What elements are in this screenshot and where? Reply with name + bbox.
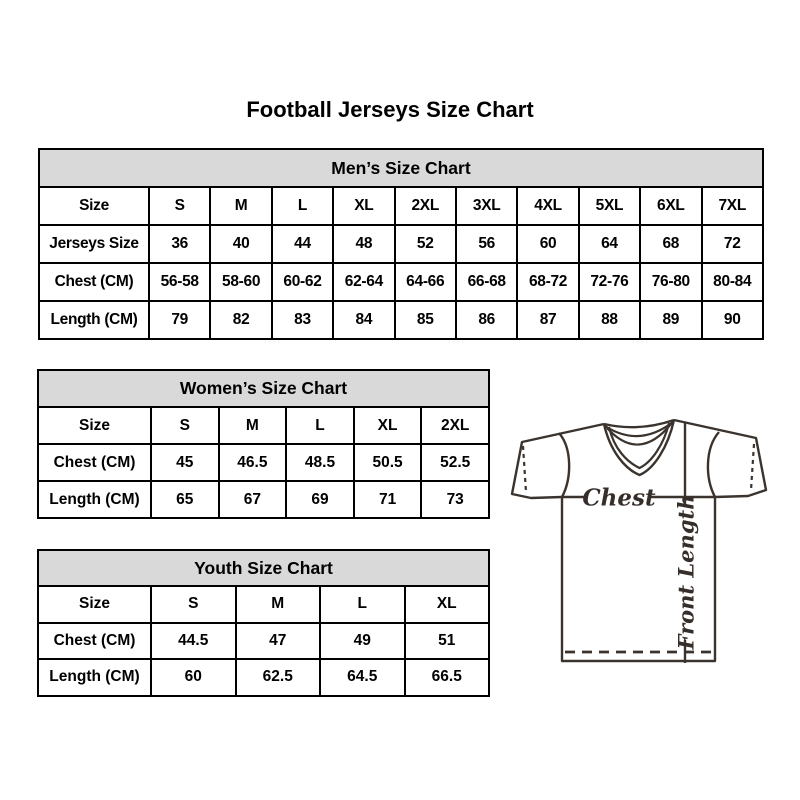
- value-cell: 60: [151, 659, 236, 696]
- value-cell: 69: [286, 481, 354, 518]
- value-cell: 72-76: [579, 263, 640, 301]
- row-label-cell: Size: [38, 407, 151, 444]
- value-cell: 52: [395, 225, 456, 263]
- front-length-label: Front Length: [673, 494, 699, 650]
- table-row: [39, 263, 763, 301]
- value-cell: 76-80: [640, 263, 701, 301]
- value-cell: 71: [354, 481, 422, 518]
- value-cell: 44: [272, 225, 333, 263]
- value-cell: 66.5: [405, 659, 490, 696]
- table-row: [39, 225, 763, 263]
- value-cell: 72: [702, 225, 763, 263]
- value-cell: 85: [395, 301, 456, 339]
- value-cell: 67: [219, 481, 287, 518]
- value-cell: XL: [333, 187, 394, 225]
- table-row: [39, 187, 763, 225]
- value-cell: 3XL: [456, 187, 517, 225]
- value-cell: 62-64: [333, 263, 394, 301]
- value-cell: M: [236, 586, 321, 623]
- value-cell: 49: [320, 623, 405, 660]
- jersey-collar-top-arc: [604, 420, 674, 427]
- value-cell: 86: [456, 301, 517, 339]
- value-cell: 6XL: [640, 187, 701, 225]
- value-cell: 47: [236, 623, 321, 660]
- row-label-cell: Size: [38, 586, 151, 623]
- men-table-title: Men’s Size Chart: [39, 149, 763, 187]
- value-cell: 88: [579, 301, 640, 339]
- value-cell: 58-60: [210, 263, 271, 301]
- value-cell: 48: [333, 225, 394, 263]
- youth-size-table: [37, 549, 490, 697]
- value-cell: 60-62: [272, 263, 333, 301]
- value-cell: 51: [405, 623, 490, 660]
- table-row: [38, 586, 489, 623]
- value-cell: 52.5: [421, 444, 489, 481]
- value-cell: L: [272, 187, 333, 225]
- row-label-cell: Chest (CM): [38, 444, 151, 481]
- value-cell: XL: [354, 407, 422, 444]
- jersey-left-cuff-dashes: [523, 446, 526, 492]
- value-cell: 4XL: [517, 187, 578, 225]
- row-label-cell: Length (CM): [38, 659, 151, 696]
- row-label-cell: Size: [39, 187, 149, 225]
- value-cell: 64-66: [395, 263, 456, 301]
- mens-size-table: [38, 148, 764, 340]
- table-row: [39, 301, 763, 339]
- table-row: [38, 623, 489, 660]
- womens-size-table: [37, 369, 490, 519]
- value-cell: 80-84: [702, 263, 763, 301]
- value-cell: 65: [151, 481, 219, 518]
- value-cell: S: [151, 586, 236, 623]
- table-header-row: [38, 370, 489, 407]
- row-label-cell: Jerseys Size: [39, 225, 149, 263]
- row-label-cell: Chest (CM): [39, 263, 149, 301]
- table-header-row: [39, 149, 763, 187]
- value-cell: 60: [517, 225, 578, 263]
- value-cell: 84: [333, 301, 394, 339]
- value-cell: 5XL: [579, 187, 640, 225]
- value-cell: 56-58: [149, 263, 210, 301]
- value-cell: 87: [517, 301, 578, 339]
- value-cell: 2XL: [395, 187, 456, 225]
- value-cell: 45: [151, 444, 219, 481]
- value-cell: 62.5: [236, 659, 321, 696]
- value-cell: S: [149, 187, 210, 225]
- value-cell: 48.5: [286, 444, 354, 481]
- page-title: Football Jerseys Size Chart: [246, 97, 534, 122]
- value-cell: 40: [210, 225, 271, 263]
- jersey-left-armhole-seam: [559, 433, 569, 497]
- jersey-diagram: [505, 402, 775, 674]
- value-cell: 68-72: [517, 263, 578, 301]
- youth-table-title: Youth Size Chart: [38, 550, 489, 586]
- row-label-cell: Chest (CM): [38, 623, 151, 660]
- value-cell: 90: [702, 301, 763, 339]
- row-label-cell: Length (CM): [39, 301, 149, 339]
- table-header-row: [38, 550, 489, 586]
- table-row: [38, 659, 489, 696]
- value-cell: 7XL: [702, 187, 763, 225]
- value-cell: 56: [456, 225, 517, 263]
- value-cell: M: [219, 407, 287, 444]
- value-cell: 64.5: [320, 659, 405, 696]
- value-cell: L: [286, 407, 354, 444]
- jersey-right-cuff-dashes: [751, 444, 754, 490]
- value-cell: XL: [405, 586, 490, 623]
- value-cell: 83: [272, 301, 333, 339]
- value-cell: L: [320, 586, 405, 623]
- women-table-title: Women’s Size Chart: [38, 370, 489, 407]
- value-cell: 79: [149, 301, 210, 339]
- chest-label: Chest: [582, 484, 656, 512]
- value-cell: 68: [640, 225, 701, 263]
- value-cell: 2XL: [421, 407, 489, 444]
- value-cell: 73: [421, 481, 489, 518]
- value-cell: M: [210, 187, 271, 225]
- table-row: [38, 407, 489, 444]
- value-cell: 36: [149, 225, 210, 263]
- value-cell: 50.5: [354, 444, 422, 481]
- value-cell: 66-68: [456, 263, 517, 301]
- table-row: [38, 444, 489, 481]
- table-row: [38, 481, 489, 518]
- value-cell: 44.5: [151, 623, 236, 660]
- value-cell: 82: [210, 301, 271, 339]
- value-cell: 46.5: [219, 444, 287, 481]
- value-cell: 64: [579, 225, 640, 263]
- value-cell: S: [151, 407, 219, 444]
- jersey-right-armhole-seam: [708, 432, 719, 497]
- row-label-cell: Length (CM): [38, 481, 151, 518]
- value-cell: 89: [640, 301, 701, 339]
